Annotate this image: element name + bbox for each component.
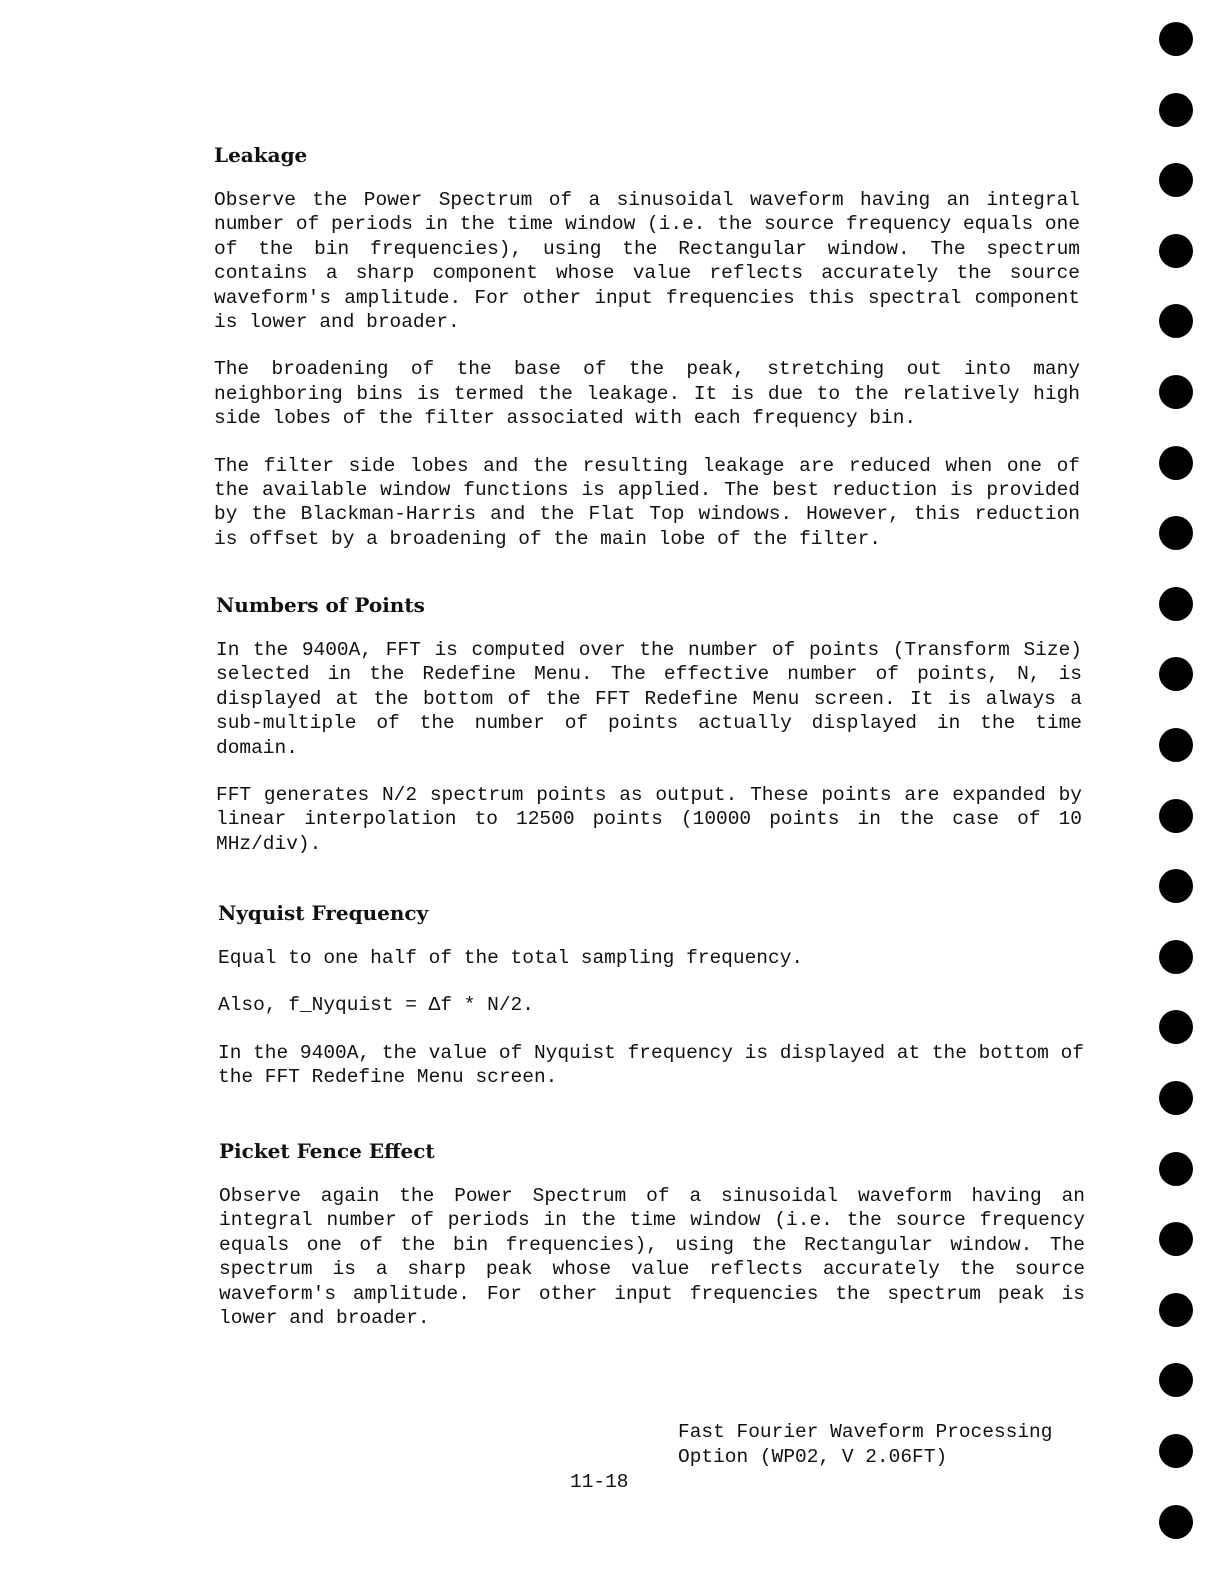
section-numbers-of-points [216,592,1082,856]
section-heading-picket-fence-effect: Picket Fence Effect [219,1139,435,1163]
paragraph-picket-1: Observe again the Power Spectrum of a sinusoidal waveform having an integral number of periods in the time window (i.e. the source frequency equals one of the bin frequencies), using the Rectangular window. The spectrum is a sharp peak whose value reflects accurately the source waveform's amplitude. For other input frequencies the spectrum peak is lower and broader. [219,1185,1085,1330]
binder-hole [1159,1010,1193,1044]
binder-hole [1159,587,1193,621]
paragraph-nyquist-2: In the 9400A, the value of Nyquist frequency is displayed at the bottom of the FFT Redefine Menu screen. [218,1041,1084,1089]
section-nyquist-frequency [218,900,1084,1090]
binder-hole [1159,446,1193,480]
section-heading-nyquist-frequency: Nyquist Frequency [218,901,429,925]
footer-title-line-2: Option (WP02, V 2.06FT) [678,1446,948,1468]
paragraph-leakage-2: The broadening of the base of the peak, stretching out into many neighboring bins is termed the leakage. It is due to the relatively high side lobes of the filter associated with each frequency bin. [214,358,1080,430]
binder-hole [1159,799,1193,833]
binder-hole [1159,1152,1193,1186]
binder-hole [1159,869,1193,903]
binder-hole [1159,22,1193,56]
binder-hole [1159,1505,1193,1539]
section-picket-fence-effect [219,1138,1085,1330]
binder-hole [1159,1434,1193,1468]
binder-hole [1159,375,1193,409]
paragraph-points-1: In the 9400A, FFT is computed over the number of points (Transform Size) selected in the Redefine Menu. The effective number of points, N, is displayed at the bottom of the FFT Redefine Menu screen. It is always a sub-multiple of the number of points actually displayed in the time domain. [216,639,1082,759]
binder-hole [1159,304,1193,338]
binder-hole [1159,1293,1193,1327]
paragraph-leakage-1: Observe the Power Spectrum of a sinusoidal waveform having an integral number of periods in the time window (i.e. the source frequency equals one of the bin frequencies), using the Rectangular window. The spectrum contains a sharp component whose value reflects accurately the source waveform's amplitude. For other input frequencies this spectral component is lower and broader. [214,189,1080,334]
footer-title [678,1420,1052,1470]
paragraph-nyquist-formula: Also, f_Nyquist = Δf * N/2. [218,994,534,1017]
binder-hole [1159,1363,1193,1397]
footer-title-line-1: Fast Fourier Waveform Processing [678,1421,1053,1443]
binder-hole [1159,1081,1193,1115]
binder-holes [1159,22,1199,1572]
paragraph-leakage-3: The filter side lobes and the resulting leakage are reduced when one of the available window functions is applied. The best reduction is provided by the Blackman-Harris and the Flat Top windows. However, this reduction is offset by a broadening of the main lobe of the filter. [214,454,1080,550]
paragraph-points-2: FFT generates N/2 spectrum points as output. These points are expanded by linear interpolation to 12500 points (10000 points in the case of 10 MHz/div). [216,784,1082,855]
section-leakage [214,142,1080,551]
binder-hole [1159,234,1193,268]
binder-hole [1159,728,1193,762]
binder-hole [1159,940,1193,974]
section-heading-numbers-of-points: Numbers of Points [216,593,425,617]
binder-hole [1159,163,1193,197]
binder-hole [1159,657,1193,691]
binder-hole [1159,1222,1193,1256]
section-heading-leakage: Leakage [214,143,308,167]
binder-hole [1159,93,1193,127]
paragraph-nyquist-1: Equal to one half of the total sampling frequency. [218,947,804,969]
page-number: 11-18 [570,1471,629,1493]
binder-hole [1159,516,1193,550]
